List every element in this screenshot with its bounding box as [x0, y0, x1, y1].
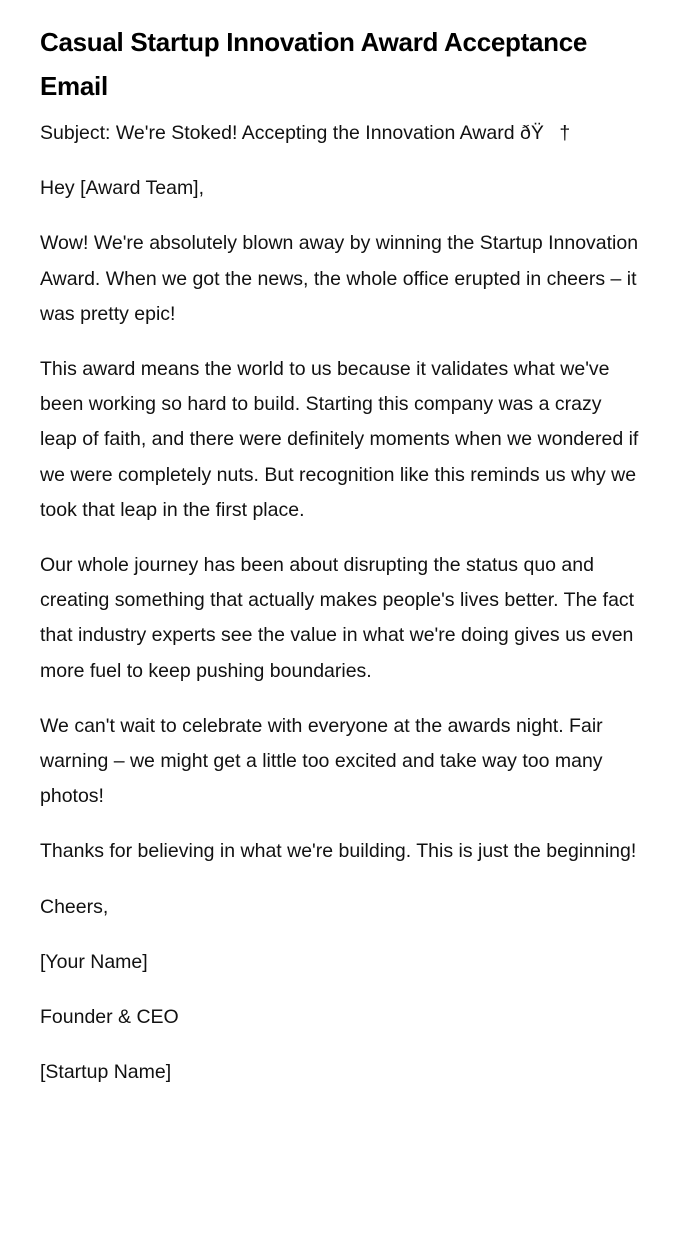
email-signoff: Cheers,: [40, 895, 109, 918]
body-paragraph-1: Wow! We're absolutely blown away by winning the Startup Innovation Award. When we got the news, the whole office erupted in cheers – it was pretty epic!: [40, 232, 639, 325]
body-paragraph-2: This award means the world to us because it validates what we've been working so hard to build. Starting this company was a crazy leap of faith, and there were definitely moments when we wondered if we were completely nuts. But recognition like this reminds us why we took that leap in the first place.: [40, 358, 639, 521]
body-paragraph-4: We can't wait to celebrate with everyone at the awards night. Fair warning – we might get a little too excited and take way too many photos!: [40, 714, 603, 808]
signature-company: [Startup Name]: [40, 1061, 172, 1084]
signature-role: Founder & CEO: [40, 1006, 179, 1029]
email-subject: Subject: We're Stoked! Accepting the Innovation Award ðŸ†: [40, 122, 571, 144]
signature-name: [Your Name]: [40, 950, 148, 973]
body-paragraph-3: Our whole journey has been about disrupting the status quo and creating something that actually makes people's lives better. The fact that industry experts see the value in what we're doing gives us even more fuel to keep pushing boundaries.: [40, 554, 635, 682]
body-paragraph-5: Thanks for believing in what we're building. This is just the beginning!: [40, 840, 637, 863]
document-title: Casual Startup Innovation Award Acceptance Email: [40, 27, 588, 101]
email-greeting: Hey [Award Team],: [40, 177, 205, 200]
